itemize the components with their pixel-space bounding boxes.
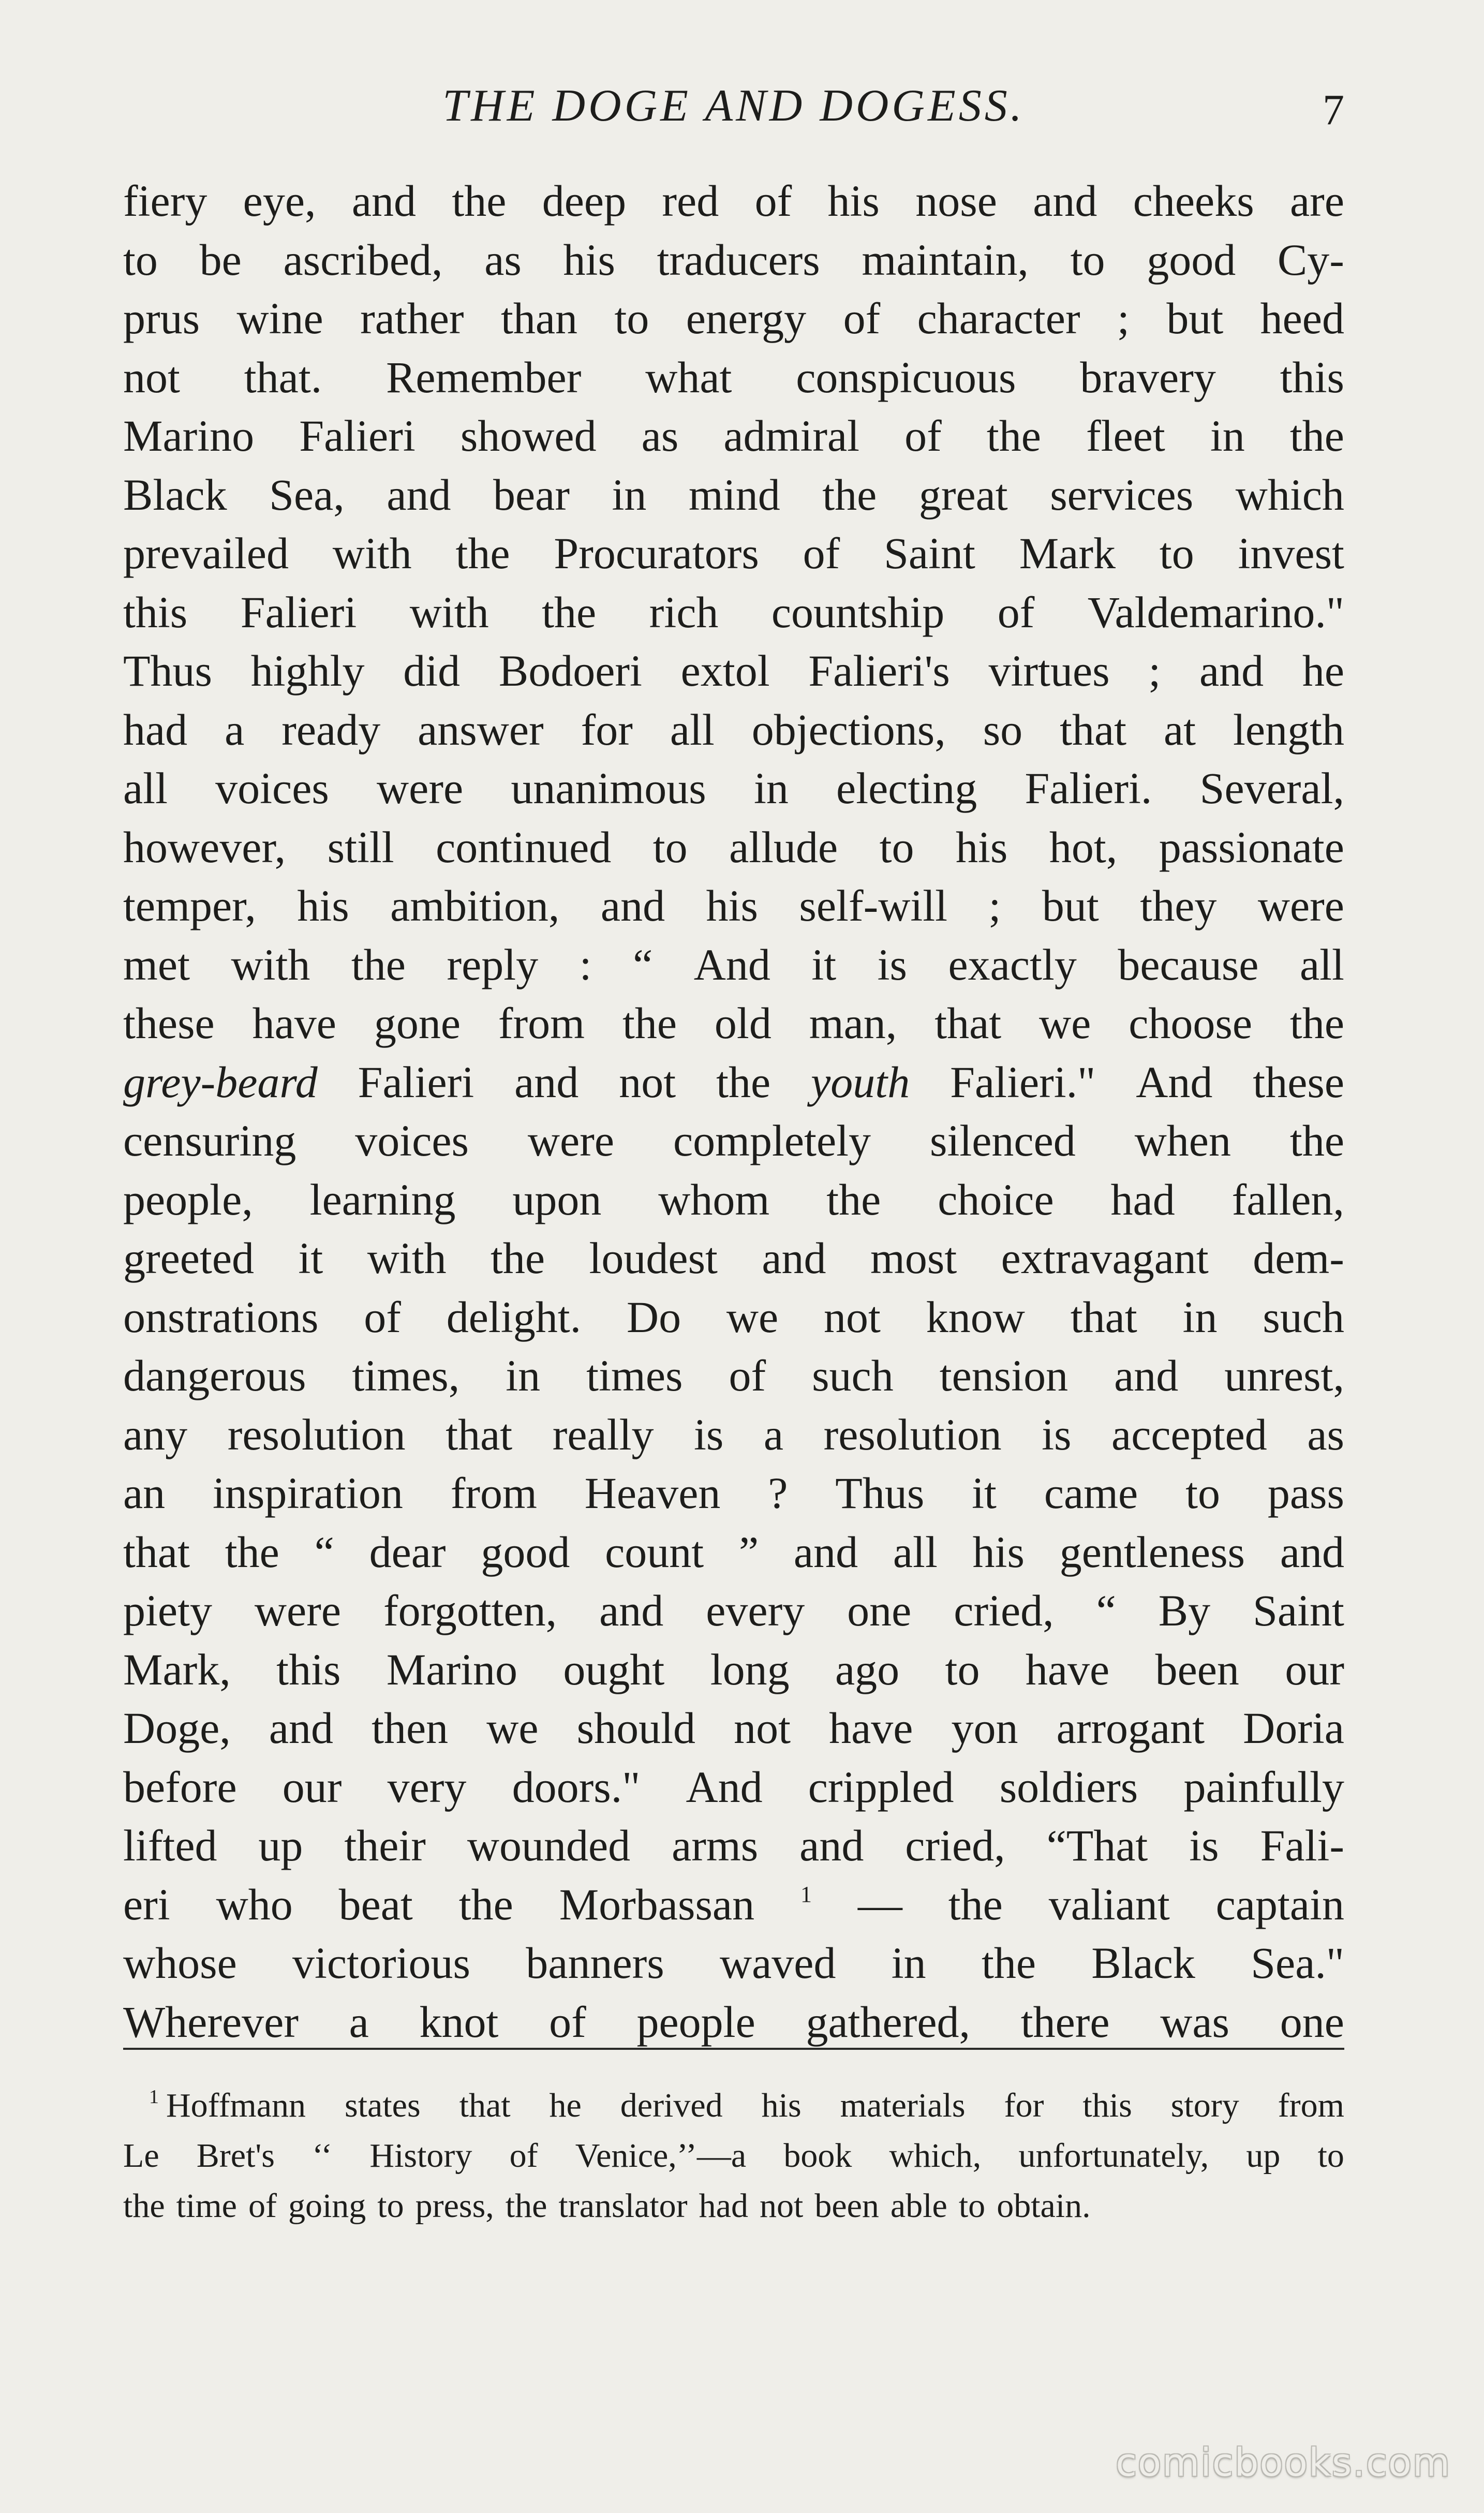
text-line: an inspiration from Heaven ? Thus it came to pass: [123, 1468, 1344, 1518]
text-line: piety were forgotten, and every one cried, “ By Saint: [123, 1586, 1344, 1635]
text-line: however, still continued to allude to his hot, passionate: [123, 822, 1344, 872]
text-line: people, learning upon whom the choice had fallen,: [123, 1174, 1344, 1224]
text-line: temper, his ambition, and his self-will ; but they were: [123, 881, 1344, 930]
text-line: that the “ dear good count ” and all his gentleness and: [123, 1527, 1344, 1577]
text-line: Mark, this Marino ought long ago to have been our: [123, 1644, 1344, 1694]
text-line: fiery eye, and the deep red of his nose and cheeks are: [123, 176, 1344, 226]
text-line: dangerous times, in times of such tension and unrest,: [123, 1351, 1344, 1400]
text-line: had a ready answer for all objections, so that at length: [123, 704, 1344, 755]
body-text: [123, 172, 1344, 2051]
text-line: before our very doors." And crippled soldiers painfully: [123, 1762, 1344, 1812]
text-line: all voices were unanimous in electing Falieri. Several,: [123, 763, 1344, 813]
text-line: prevailed with the Procurators of Saint Mark to invest: [123, 528, 1344, 578]
footnote-rule: [123, 2048, 1344, 2050]
text-line: grey-beard Falieri and not the youth Falieri." And these: [123, 1057, 1344, 1107]
page-number: 7: [1323, 86, 1344, 134]
text-line: not that. Remember what conspicuous bravery this: [123, 352, 1344, 402]
text-line: met with the reply : “ And it is exactly because all: [123, 939, 1344, 989]
footnote-line: Le Bret's ‘‘ History of Venice,’’—a book which, unfortunately, up to: [123, 2137, 1344, 2175]
text-line: Black Sea, and bear in mind the great services which: [123, 469, 1344, 520]
text-line: Thus highly did Bodoeri extol Falieri's virtues ; and he: [123, 646, 1344, 696]
text-line: whose victorious banners waved in the Black Sea.": [123, 1938, 1344, 1988]
running-title: THE DOGE AND DOGESS.: [442, 81, 1025, 131]
text-line: onstrations of delight. Do we not know that in such: [123, 1292, 1344, 1342]
text-line: Marino Falieri showed as admiral of the fleet in the: [123, 411, 1344, 461]
text-line: this Falieri with the rich countship of Valdemarino.": [123, 587, 1344, 637]
text-line: censuring voices were completely silenced when the: [123, 1116, 1344, 1165]
footnote-marker: 1: [149, 2086, 159, 2108]
footnote-line: the time of going to press, the translator had not been able to obtain.: [123, 2187, 1091, 2225]
footnote-line: $^1$ Hoffmann states that he derived his materials for this story from: [149, 2086, 1344, 2124]
text-line: greeted it with the loudest and most extravagant dem-: [123, 1233, 1344, 1283]
running-header: [123, 73, 1344, 136]
footnote: [123, 2080, 1344, 2231]
text-line: these have gone from the old man, that we choose the: [123, 998, 1344, 1048]
text-line: eri who beat the Morbassan $^1$ — the valiant captain: [123, 1879, 1344, 1929]
text-line: to be ascribed, as his traducers maintain, to good Cy-: [123, 234, 1344, 285]
text-line: prus wine rather than to energy of character ; but heed: [123, 293, 1344, 343]
text-line: Doge, and then we should not have yon arrogant Doria: [123, 1703, 1344, 1753]
watermark: comicbooks.com: [1116, 2441, 1451, 2485]
text-line: any resolution that really is a resolution is accepted as: [123, 1409, 1344, 1459]
text-line: lifted up their wounded arms and cried, “That is Fali-: [123, 1821, 1344, 1870]
text-line: Wherever a knot of people gathered, there was one: [123, 1997, 1344, 2047]
